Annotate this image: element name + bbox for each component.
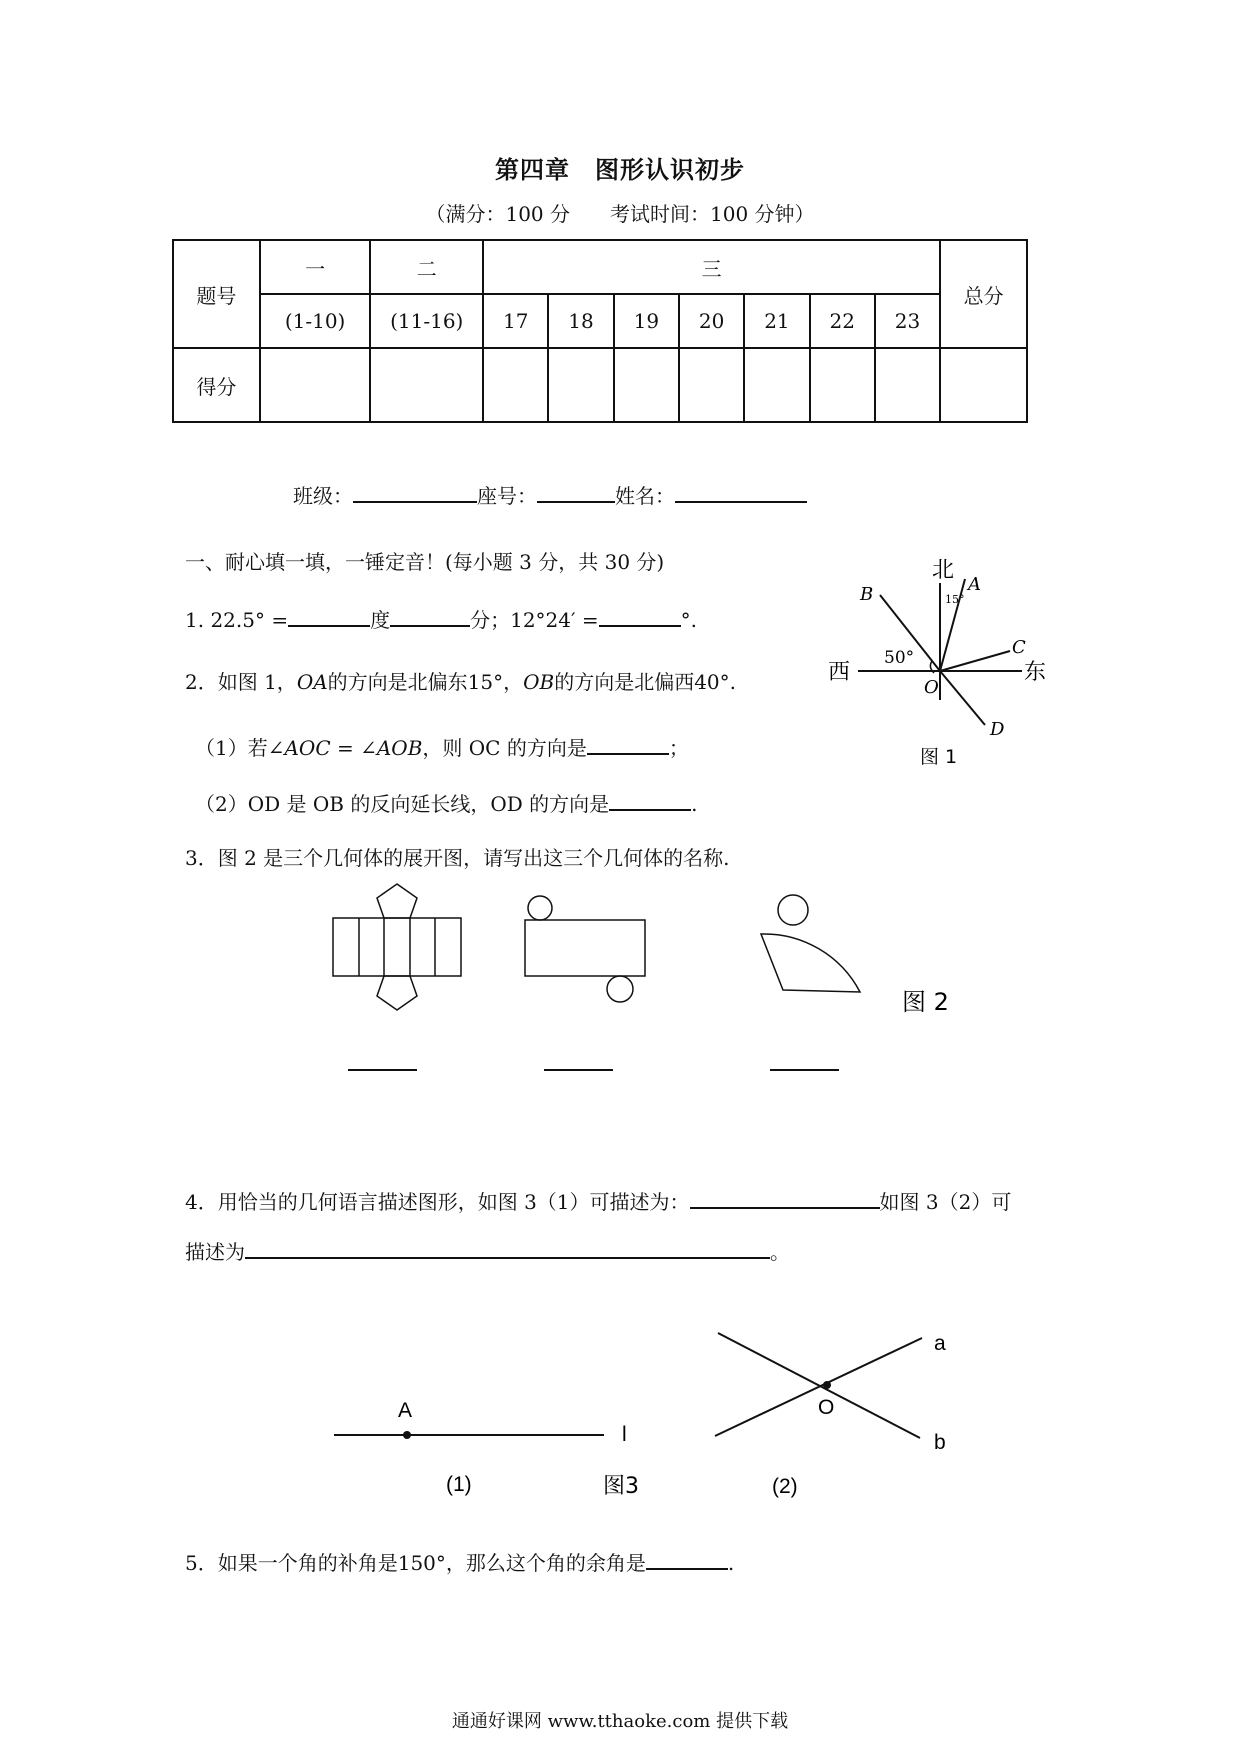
- figure-1-compass: [820, 555, 1060, 770]
- cone-net: [761, 895, 860, 992]
- answer-blank: [288, 624, 370, 627]
- question-2-part-1: [195, 732, 689, 761]
- class-label: 班级：: [293, 484, 353, 508]
- q2-text: 的方向是北偏西: [554, 670, 695, 694]
- table-header-item: 17: [483, 294, 548, 348]
- label-point-o: O: [818, 1396, 835, 1419]
- score-cell: [940, 348, 1027, 422]
- q2-sub1-text: ，则 OC 的方向是: [422, 736, 587, 760]
- page-subtitle: （满分：100 分 考试时间：100 分钟）: [425, 202, 815, 226]
- table-header-section-1: 一: [260, 240, 371, 294]
- angle-40: 40°: [694, 670, 730, 694]
- label-d: D: [990, 719, 1005, 740]
- q4-end: 。: [770, 1240, 790, 1264]
- cylinder-lateral-face: [525, 920, 645, 976]
- cylinder-bottom-circle: [607, 976, 633, 1002]
- section-heading: 一、耐心填一填，一锤定音！(每小题 3 分，共 30 分): [185, 550, 665, 574]
- table-header-item: 18: [548, 294, 613, 348]
- label-a: A: [968, 574, 981, 595]
- q2-sub1-end: ；: [668, 736, 689, 760]
- question-4-line-2: [185, 1236, 790, 1265]
- line-a: [715, 1338, 922, 1436]
- q5-text: ，那么这个角的余角是: [445, 1551, 646, 1575]
- answer-blank: [390, 624, 470, 627]
- question-1: [185, 604, 697, 633]
- q2-text: 的方向是北偏东: [327, 670, 468, 694]
- figure-3-part-2: [715, 1332, 946, 1454]
- table-header-section-3: 三: [483, 240, 940, 294]
- figure-3: [320, 1315, 980, 1505]
- question-number: 1.: [185, 608, 205, 632]
- angle-equation: ∠AOC = ∠AOB: [267, 736, 423, 760]
- q4-text: 如图 3（2）可: [879, 1190, 1012, 1214]
- score-cell: [679, 348, 744, 422]
- score-cell: [614, 348, 679, 422]
- answer-blank: [690, 1206, 880, 1209]
- table-header-range-2: (11-16): [370, 294, 483, 348]
- figure-3-caption: 图3: [603, 1474, 639, 1499]
- score-cell: [810, 348, 875, 422]
- label-angle-15: 15°: [945, 593, 965, 606]
- page-footer: 通通好课网 www.tthaoke.com 提供下载: [451, 1711, 789, 1732]
- q4-text: 4．用恰当的几何语言描述图形，如图 3（1）可描述为：: [185, 1190, 690, 1214]
- point-a: [403, 1431, 411, 1439]
- table-header-item: 23: [875, 294, 940, 348]
- answer-blank: [599, 624, 681, 627]
- question-3: 3．图 2 是三个几何体的展开图，请写出这三个几何体的名称.: [185, 846, 730, 870]
- q2-sub1-text: （1）若: [195, 736, 268, 760]
- point-o: [823, 1381, 831, 1389]
- score-table: [172, 239, 1028, 423]
- table-header-item: 19: [614, 294, 679, 348]
- label-line-a: a: [934, 1332, 946, 1355]
- score-cell: [370, 348, 483, 422]
- q1-expression-1: 22.5° =: [210, 608, 289, 632]
- pentagon-top: [377, 884, 417, 918]
- cone-lateral-sector: [761, 934, 860, 992]
- q1-expression-2: 12°24′ =: [510, 608, 599, 632]
- q2-text: 2．如图 1，: [185, 670, 297, 694]
- table-header-item: 20: [679, 294, 744, 348]
- figure-3-part-1: [334, 1399, 627, 1446]
- prism-lateral-faces: [333, 918, 461, 976]
- cylinder-top-circle: [528, 896, 552, 920]
- label-line-l: l: [622, 1423, 627, 1446]
- label-point-a: A: [398, 1399, 413, 1422]
- pentagonal-prism-net: [333, 884, 461, 1010]
- name-label: 姓名：: [615, 484, 675, 508]
- answer-blank: [609, 808, 691, 811]
- question-2-part-2: [195, 788, 697, 817]
- seat-blank: [537, 500, 615, 503]
- score-cell: [260, 348, 371, 422]
- label-line-b: b: [934, 1431, 946, 1454]
- q4-text: 描述为: [185, 1240, 245, 1264]
- table-header-section-2: 二: [370, 240, 483, 294]
- cylinder-net: [525, 896, 645, 1002]
- angle-150: 150°: [397, 1551, 446, 1575]
- answer-blank: [587, 752, 669, 755]
- q5-text: 5．如果一个角的补角是: [185, 1551, 398, 1575]
- label-b: B: [860, 584, 874, 605]
- question-5: [185, 1547, 734, 1576]
- q2-sub2-end: .: [691, 792, 698, 816]
- angle-15: 15°: [467, 670, 504, 694]
- table-header-item: 22: [810, 294, 875, 348]
- label-north: 北: [932, 558, 955, 583]
- ray-od-line: [940, 671, 985, 725]
- student-info: [293, 480, 807, 509]
- label-c: C: [1012, 637, 1026, 658]
- figure-2-nets: [320, 872, 960, 1082]
- answer-blank: [245, 1256, 770, 1259]
- label-o: O: [924, 677, 939, 698]
- q2-sub2-text: （2）OD 是 OB 的反向延长线，OD 的方向是: [195, 792, 610, 816]
- table-header-range-1: (1-10): [260, 294, 371, 348]
- answer-blank: [646, 1567, 728, 1570]
- q2-text: ，: [503, 670, 524, 694]
- table-header-question-number: 题号: [173, 240, 260, 348]
- score-cell: [548, 348, 613, 422]
- line-b: [718, 1333, 920, 1438]
- cone-base-circle: [778, 895, 808, 925]
- figure-3-label-1: (1): [446, 1473, 472, 1496]
- class-blank: [353, 500, 477, 503]
- question-2: [185, 666, 736, 695]
- page-title: 第四章 图形认识初步: [495, 156, 745, 184]
- ray-ob: OB: [523, 670, 555, 694]
- figure-1-caption: 图 1: [920, 746, 958, 768]
- q5-end: .: [727, 1551, 735, 1575]
- table-header-total: 总分: [940, 240, 1027, 348]
- ray-oc-line: [940, 651, 1010, 671]
- q1-end: °.: [680, 608, 698, 632]
- seat-label: 座号：: [477, 484, 537, 508]
- label-west: 西: [828, 660, 851, 685]
- q2-text: .: [729, 670, 737, 694]
- q1-unit-minute: 分；: [470, 608, 511, 632]
- label-east: 东: [1024, 660, 1047, 685]
- table-row-label-score: 得分: [173, 348, 260, 422]
- figure-3-label-2: (2): [772, 1475, 798, 1498]
- q1-unit-degree: 度: [370, 608, 391, 632]
- ray-oa: OA: [296, 670, 328, 694]
- figure-2-caption: 图 2: [902, 988, 949, 1016]
- label-angle-50: 50°: [884, 648, 915, 668]
- pentagon-bottom: [377, 976, 417, 1010]
- table-header-item: 21: [744, 294, 809, 348]
- name-blank: [675, 500, 807, 503]
- score-cell: [875, 348, 940, 422]
- score-cell: [744, 348, 809, 422]
- score-cell: [483, 348, 548, 422]
- question-4: [185, 1186, 1011, 1215]
